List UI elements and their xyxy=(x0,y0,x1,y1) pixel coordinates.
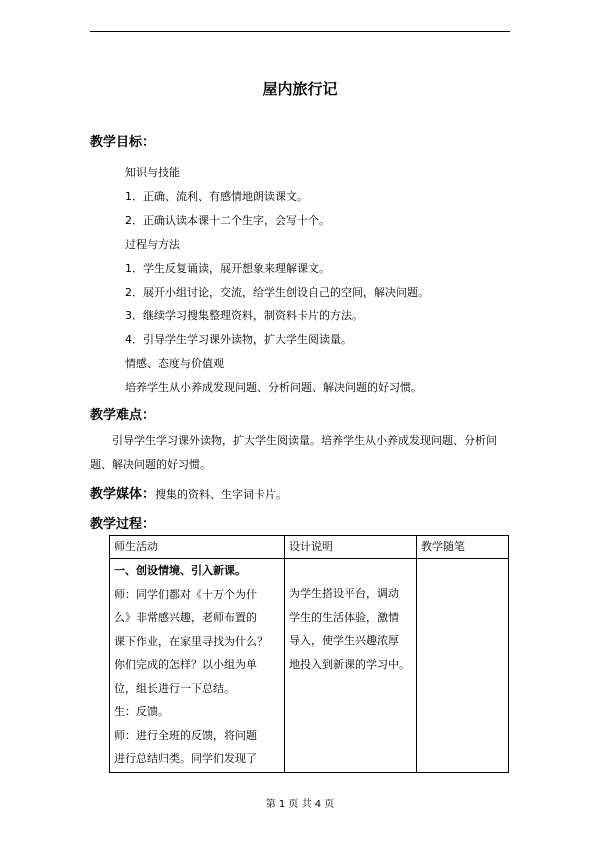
table-header-row xyxy=(110,536,509,559)
activity-line: 师：进行全班的反馈，将问题 xyxy=(114,728,257,742)
header-rule xyxy=(90,31,510,32)
knowledge-label: 知识与技能 xyxy=(125,166,180,179)
knowledge-item-2: 2．正确认读本课十二个生字，会写十个。 xyxy=(125,214,330,227)
media-text: 搜集的资料、生字词卡片。 xyxy=(155,488,288,501)
emotion-label: 情感、态度与价值观 xyxy=(125,357,224,370)
activity-line: 师：同学们都对《十万个为什 xyxy=(114,587,257,601)
objectives-heading: 教学目标： xyxy=(90,135,156,150)
media-heading: 教学媒体： xyxy=(90,487,156,502)
column-header-notes: 教学随笔 xyxy=(417,536,509,559)
knowledge-item-1: 1．正确、流利、有感情地朗读课文。 xyxy=(125,190,308,203)
design-line: 为学生搭设平台，调动 xyxy=(289,587,399,600)
process-item-2: 2．展开小组讨论，交流，给学生创设自己的空间，解决问题。 xyxy=(125,286,429,299)
table-row xyxy=(110,559,509,773)
activity-line: 一、创设情境、引入新课。 xyxy=(114,564,246,577)
design-line: 学生的生活体验，激情 xyxy=(289,610,399,624)
design-line: 导入，使学生兴趣浓厚 xyxy=(289,634,399,647)
document-title: 屋内旅行记 xyxy=(262,80,338,98)
page-footer: 第 1 页 共 4 页 xyxy=(265,799,335,810)
activity-line: 课下作业，在家里寻找为什么？ xyxy=(114,634,268,648)
notes-cell xyxy=(417,559,509,773)
process-heading: 教学过程： xyxy=(90,517,156,532)
column-header-design: 设计说明 xyxy=(285,536,417,559)
process-item-3: 3．继续学习搜集整理资料，制资料卡片的方法。 xyxy=(125,309,363,322)
process-table xyxy=(109,535,509,773)
column-header-activity: 师生活动 xyxy=(110,536,285,559)
process-item-1: 1．学生反复诵读，展开想象来理解课文。 xyxy=(125,262,330,275)
difficulty-heading: 教学难点： xyxy=(90,408,156,423)
activity-line: 位，组长进行一下总结。 xyxy=(114,681,235,695)
activity-cell xyxy=(110,559,285,773)
design-cell xyxy=(285,559,417,773)
media-line xyxy=(90,483,287,502)
emotion-text: 培养学生从小养成发现问题、分析问题、解决问题的好习惯。 xyxy=(125,381,422,394)
process-label: 过程与方法 xyxy=(125,238,180,251)
design-line: 地投入到新课的学习中。 xyxy=(289,657,410,671)
process-item-4: 4．引导学生学习课外读物，扩大学生阅读量。 xyxy=(125,333,352,346)
difficulty-text: 引导学生学习课外读物，扩大学生阅读量。培养学生从小养成发现问题、分析问题、解决问题的好习惯。 xyxy=(90,434,497,471)
activity-line: 么》非常感兴趣，老师布置的 xyxy=(114,611,257,624)
activity-line: 你们完成的怎样？以小组为单 xyxy=(114,658,257,671)
activity-line: 生：反馈。 xyxy=(114,705,169,718)
activity-line: 进行总结归类。同学们发现了 xyxy=(114,752,257,765)
